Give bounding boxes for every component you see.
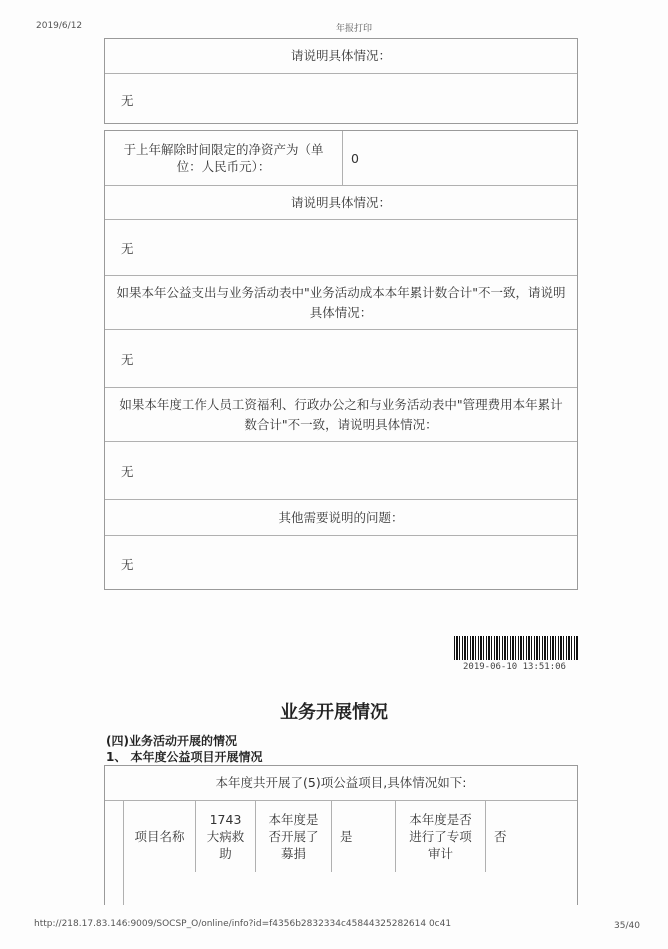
audit-value: 否 [485,801,577,872]
fundraise-label: 本年度是否开展了募捐 [255,801,331,872]
subsection-title: (四)业务活动开展的情况 [106,734,237,748]
project-table [104,765,578,905]
print-date: 2019/6/12 [36,21,83,31]
project-row [105,800,577,872]
released-net-assets-value: 0 [342,131,577,185]
fundraise-value: 是 [331,801,395,872]
audit-label: 本年度是否进行了专项审计 [395,801,485,872]
footer-url: http://218.17.83.146:9009/SOCSP_O/online/info?id=f4356b2832334c45844325282614 0c41 [34,919,452,929]
barcode [454,636,578,660]
subsubsection-title: 1、 本年度公益项目开展情况 [106,750,263,764]
prompt-3: 如果本年度工作人员工资福利、行政办公之和与业务活动表中"管理费用本年累计数合计"不一致，请说明具体情况： [105,387,577,441]
released-net-assets-row [105,131,577,185]
answer-2: 无 [105,329,577,387]
explanation-prompt [105,39,577,73]
prompt-2: 如果本年公益支出与业务活动表中"业务活动成本本年累计数合计"不一致，请说明具体情况： [105,275,577,329]
project-summary: 本年度共开展了(5)项公益项目,具体情况如下: [215,775,467,790]
prompt-4: 其他需要说明的问题： [105,499,577,535]
net-asset-table [104,130,578,590]
answer-4: 无 [105,535,577,591]
answer-1: 无 [105,219,577,275]
project-name-label: 项目名称 [123,801,195,872]
prompt-1: 请说明具体情况： [105,185,577,219]
section-title: 业务开展情况 [280,702,388,723]
print-timestamp: 2019-06-10 13:51:06 [463,662,566,672]
explanation-prompt-text: 请说明具体情况： [290,48,391,63]
answer-3: 无 [105,441,577,499]
explanation-answer-text: 无 [121,92,134,108]
explanation-table-top [104,38,578,124]
project-continuation-line [123,872,124,905]
footer-page-number: 35/40 [614,921,640,931]
print-title: 年报打印 [336,24,373,34]
released-net-assets-label: 于上年解除时间限定的净资产为（单位：人民币元）： [123,142,324,174]
explanation-answer [105,73,577,125]
project-name-value: 1743大病救助 [195,801,255,872]
